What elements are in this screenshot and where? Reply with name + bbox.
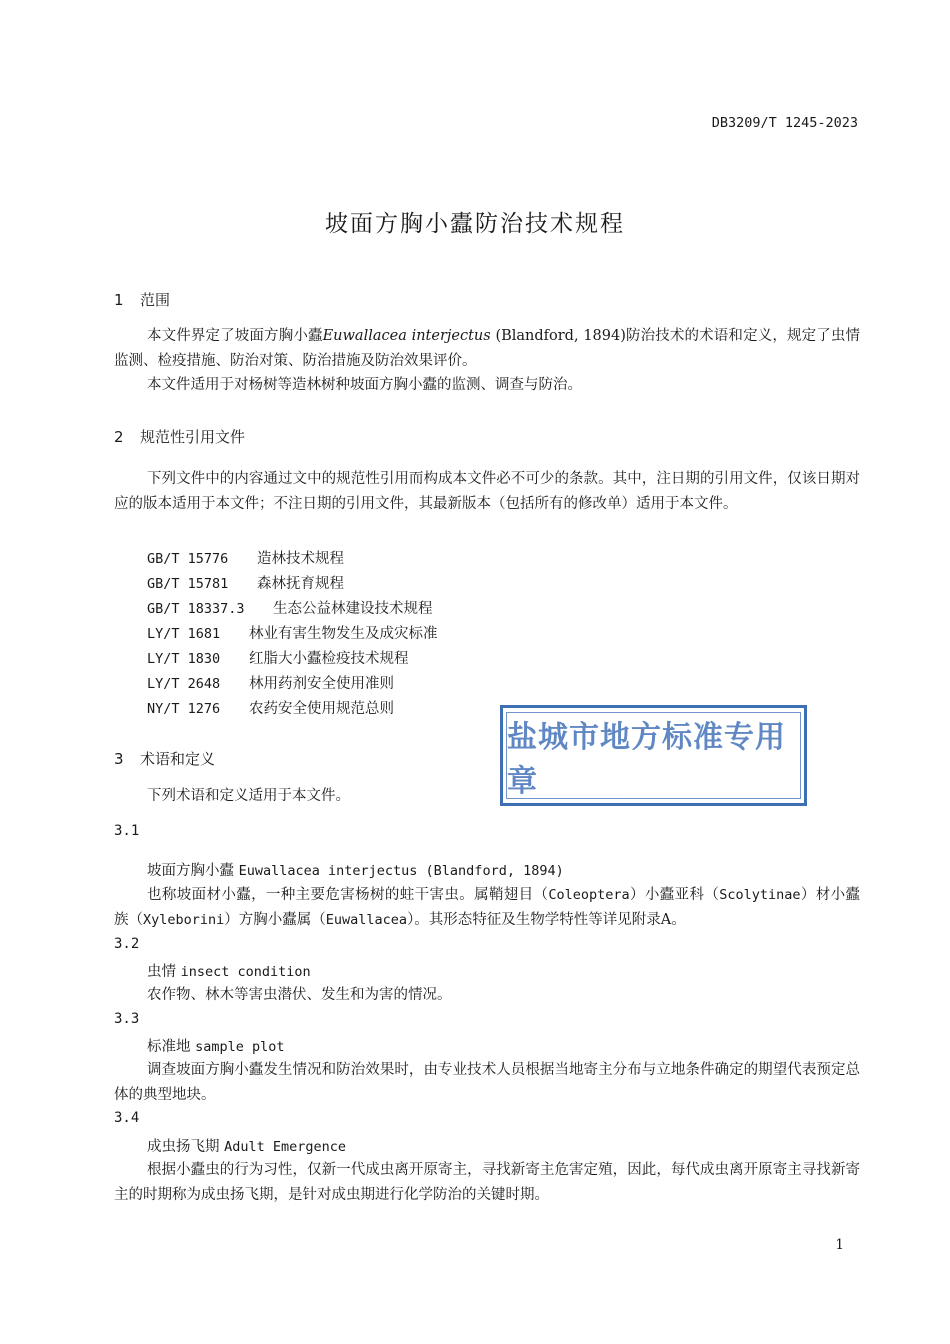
section-number: 1	[114, 291, 124, 309]
latin-name: Scolytinae	[719, 887, 801, 903]
clause-number: 3.2	[114, 936, 140, 952]
reference-item	[147, 547, 344, 568]
section-title: 规范性引用文件	[140, 428, 246, 446]
clause-number: 3.4	[114, 1110, 140, 1126]
reference-code: LY/T 2648	[147, 676, 221, 692]
latin-name: Euwallacea	[325, 912, 408, 928]
reference-name: 造林技术规程	[257, 551, 344, 567]
term-heading	[147, 1135, 346, 1156]
term-english: sample plot	[195, 1039, 285, 1055]
reference-item	[147, 597, 433, 618]
term-definition	[114, 883, 860, 933]
term-chinese: 标准地	[147, 1039, 191, 1055]
reference-item	[147, 647, 409, 668]
term-definition: 调查坡面方胸小蠹发生情况和防治效果时，由专业技术人员根据当地寄主分布与立地条件确定的期望代表预定总体的典型地块。	[114, 1062, 860, 1103]
stamp-text: 盐城市地方标准专用章	[506, 712, 801, 799]
reference-code: LY/T 1830	[147, 651, 221, 667]
reference-code: GB/T 15781	[147, 576, 229, 592]
text-run: 本文件界定了坡面方胸小蠹	[147, 328, 323, 344]
reference-name: 红脂大小蠹检疫技术规程	[249, 651, 409, 667]
term-chinese: 成虫扬飞期	[147, 1139, 220, 1155]
text-run: 也称坡面材小蠹，一种主要危害杨树的蛀干害虫。属鞘翅目（	[147, 887, 549, 903]
text-run: ）。其形态特征及生物学特性等详见附录A。	[407, 912, 686, 928]
reference-item	[147, 572, 344, 593]
normative-references-paragraph: 下列文件中的内容通过文中的规范性引用而构成本文件必不可少的条款。其中，注日期的引用文件，仅该日期对应的版本适用于本文件；不注日期的引用文件，其最新版本（包括所有的修改单）适用于本文件。	[114, 471, 860, 512]
reference-name: 农药安全使用规范总则	[249, 701, 394, 717]
section-2-heading	[114, 426, 245, 447]
latin-name: Coleoptera	[548, 887, 630, 903]
section-title: 范围	[140, 291, 171, 309]
text-run: (Blandford, 1894)防治技术的术语和定义，规定了虫情监测、检疫措施、防治对策、防治措施及防治效果评价。	[114, 328, 860, 369]
clause-number: 3.3	[114, 1011, 140, 1027]
reference-item	[147, 697, 394, 718]
reference-item	[147, 622, 438, 643]
reference-name: 林用药剂安全使用准则	[249, 676, 394, 692]
reference-code: GB/T 18337.3	[147, 601, 245, 617]
term-heading	[147, 960, 311, 981]
terms-intro-paragraph: 下列术语和定义适用于本文件。	[147, 788, 350, 804]
page-number: 1	[835, 1237, 844, 1253]
clause-number: 3.1	[114, 823, 140, 839]
reference-code: GB/T 15776	[147, 551, 229, 567]
term-chinese: 坡面方胸小蠹	[147, 863, 234, 879]
species-name: Euwallacea interjectus	[322, 328, 491, 344]
term-english: Adult Emergence	[224, 1139, 347, 1155]
document-code: DB3209/T 1245-2023	[711, 115, 858, 131]
term-definition: 农作物、林木等害虫潜伏、发生和为害的情况。	[147, 987, 452, 1003]
term-chinese: 虫情	[147, 964, 176, 980]
term-english: Euwallacea interjectus (Blandford, 1894)	[238, 863, 564, 879]
reference-item	[147, 672, 394, 693]
text-run: ）材小蠹族（	[114, 887, 861, 928]
term-heading	[147, 1035, 285, 1056]
term-heading	[147, 859, 564, 880]
section-1-heading	[114, 289, 170, 310]
latin-name: Xyleborini	[143, 912, 225, 928]
text-run: ）方胸小蠹属（	[224, 912, 326, 928]
reference-code: LY/T 1681	[147, 626, 221, 642]
section-title: 术语和定义	[140, 750, 216, 768]
scope-paragraph-2: 本文件适用于对杨树等造林树种坡面方胸小蠹的监测、调查与防治。	[147, 377, 582, 393]
reference-name: 生态公益林建设技术规程	[273, 601, 433, 617]
reference-code: NY/T 1276	[147, 701, 221, 717]
term-definition: 根据小蠹虫的行为习性，仅新一代成虫离开原寄主，寻找新寄主危害定殖，因此，每代成虫离开原寄主寻找新寄主的时期称为成虫扬飞期，是针对成虫期进行化学防治的关键时期。	[114, 1162, 860, 1203]
reference-name: 森林抚育规程	[257, 576, 344, 592]
reference-name: 林业有害生物发生及成灾标准	[249, 626, 438, 642]
section-number: 3	[114, 750, 124, 768]
scope-paragraph-1	[114, 324, 860, 374]
text-run: ）小蠹亚科（	[629, 887, 720, 903]
term-english: insect condition	[180, 964, 311, 980]
document-title: 坡面方胸小蠹防治技术规程	[325, 211, 625, 237]
section-3-heading	[114, 748, 215, 769]
section-number: 2	[114, 428, 124, 446]
